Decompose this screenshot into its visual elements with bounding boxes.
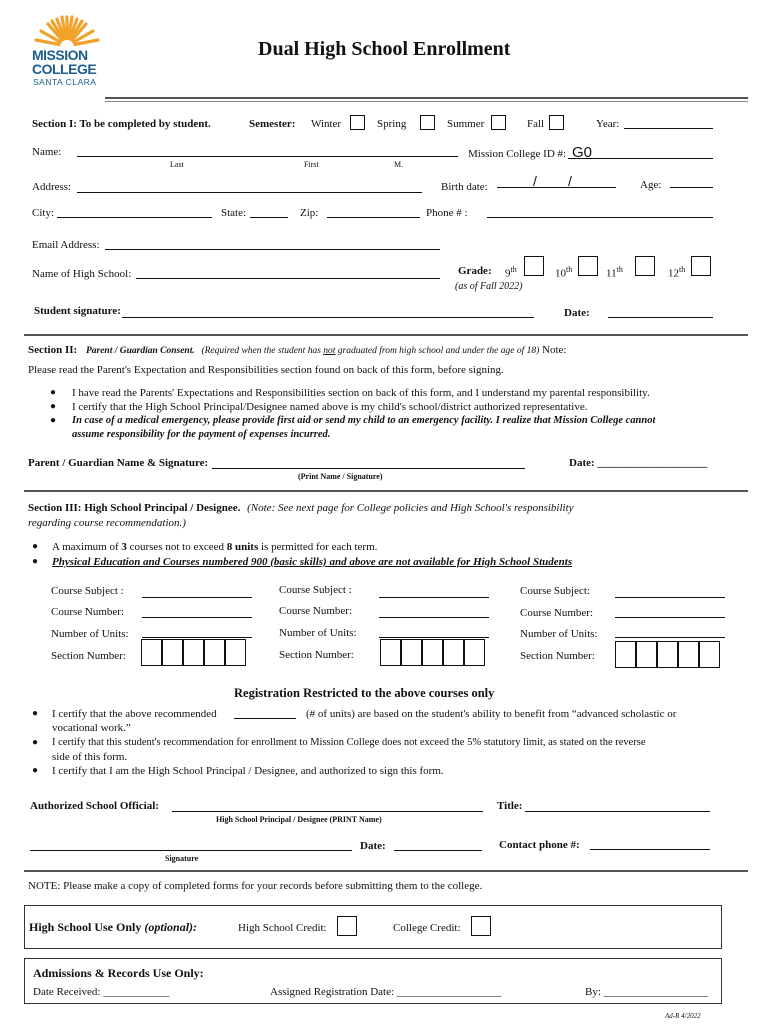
grade-9-label: 9th	[505, 265, 517, 280]
college-id-value[interactable]: G0	[572, 144, 593, 161]
section-digit-box[interactable]	[225, 639, 246, 666]
grade-9-checkbox[interactable]	[524, 256, 544, 276]
sunburst-logo-icon	[32, 14, 102, 48]
section1-rule	[24, 334, 748, 336]
college-id-label: Mission College ID #:	[468, 148, 567, 160]
grade-10-checkbox[interactable]	[578, 256, 598, 276]
grade-12-label: 12th	[668, 265, 686, 280]
name-sub-mi: M.	[394, 160, 404, 169]
cert-2-line1: I certify that this student's recommendation for enrollment to Mission College does not exceed the 5% statutory limit, as stated on the reverse	[52, 737, 646, 748]
state-field[interactable]	[250, 217, 288, 218]
year-label: Year:	[596, 118, 620, 130]
course-number-field[interactable]	[379, 617, 489, 618]
section3-heading: Section III: High School Principal / Designee.	[28, 502, 241, 514]
title-field[interactable]	[525, 811, 710, 812]
high-school-label: Name of High School:	[32, 268, 132, 280]
course-number-label: Course Number:	[51, 606, 125, 618]
section-digit-box[interactable]	[183, 639, 204, 666]
cert-1-start: I certify that the above recommended	[52, 708, 217, 720]
assigned-registration-date: Assigned Registration Date: ___________________	[270, 986, 502, 998]
header-rule	[105, 97, 748, 99]
official-name-sub: High School Principal / Designee (PRINT Name)	[216, 815, 382, 824]
semester-label: Semester:	[249, 118, 296, 130]
form-revision: Ad-R 4/2022	[665, 1012, 701, 1020]
official-name-field[interactable]	[172, 811, 483, 812]
name-sub-first: First	[304, 160, 319, 169]
section-digit-box[interactable]	[443, 639, 464, 666]
grade-12-checkbox[interactable]	[691, 256, 711, 276]
consent-bullet-2: I certify that the High School Principal/Designee named above is my child's school/district authorized representative.	[72, 401, 588, 413]
college-credit-checkbox[interactable]	[471, 916, 491, 936]
page-title: Dual High School Enrollment	[258, 38, 511, 60]
semester-summer-checkbox[interactable]	[491, 115, 506, 130]
grade-label: Grade:	[458, 265, 492, 277]
section2-instructions: Please read the Parent's Expectation and Responsibilities section found on back of this form, before signing.	[28, 364, 504, 376]
high-school-field[interactable]	[136, 278, 440, 279]
phone-label: Phone # :	[426, 207, 468, 219]
city-field[interactable]	[57, 217, 212, 218]
section-digit-box[interactable]	[204, 639, 225, 666]
course-subject-field[interactable]	[142, 597, 252, 598]
high-school-use-panel	[24, 905, 722, 949]
section-digit-box[interactable]	[162, 639, 183, 666]
parent-print-note: (Print Name / Signature)	[298, 472, 383, 481]
section-digit-box[interactable]	[657, 641, 678, 668]
course-units-label: Number of Units:	[279, 627, 357, 639]
email-field[interactable]	[105, 249, 440, 250]
hs-credit-label: High School Credit:	[238, 922, 327, 934]
bullet-icon: ●	[32, 708, 39, 719]
zip-field[interactable]	[327, 217, 420, 218]
section-number-label: Section Number:	[51, 650, 126, 662]
semester-summer-label: Summer	[447, 118, 485, 130]
course-subject-field[interactable]	[379, 597, 489, 598]
section2-rule	[24, 490, 748, 492]
section-digit-box[interactable]	[380, 639, 401, 666]
section-digit-box[interactable]	[141, 639, 162, 666]
title-label: Title:	[497, 800, 523, 812]
course-subject-label: Course Subject :	[51, 585, 124, 597]
parent-signature-label: Parent / Guardian Name & Signature:	[28, 457, 209, 469]
contact-phone-label: Contact phone #:	[499, 839, 580, 851]
course-units-label: Number of Units:	[51, 628, 129, 640]
course-number-label: Course Number:	[520, 607, 594, 619]
official-date-field[interactable]	[394, 850, 482, 851]
section3-bullet-2: Physical Education and Courses numbered 900 (basic skills) and above are not available for High School Students	[52, 556, 573, 568]
grade-as-of-note: (as of Fall 2022)	[455, 281, 523, 292]
birth-date-field[interactable]	[497, 187, 616, 188]
address-label: Address:	[32, 181, 72, 193]
semester-winter-label: Winter	[311, 118, 342, 130]
consent-bullet-1: I have read the Parents' Expectations and Responsibilities section on back of this form, and I understand my parental responsibility.	[72, 387, 650, 399]
college-credit-label: College Credit:	[393, 922, 461, 934]
section-digit-box[interactable]	[699, 641, 720, 668]
consent-bullet-3-line2: assume responsibility for the payment of expenses incurred.	[72, 429, 331, 440]
section3-note-line1: (Note: See next page for College policies and High School's responsibility	[247, 502, 574, 514]
bullet-icon: ●	[32, 556, 39, 567]
section2-title: Parent / Guardian Consent.	[85, 346, 195, 356]
recommended-units-field[interactable]	[234, 718, 296, 719]
semester-fall-checkbox[interactable]	[549, 115, 564, 130]
restricted-heading: Registration Restricted to the above courses only	[234, 686, 495, 700]
section3-note-line2: regarding course recommendation.)	[28, 517, 186, 529]
student-signature-label: Student signature:	[34, 305, 121, 317]
course-number-label: Course Number:	[279, 605, 353, 617]
logo-line-2: COLLEGE	[32, 61, 97, 77]
age-label: Age:	[640, 179, 662, 191]
header-rule-thin	[105, 101, 748, 102]
semester-spring-checkbox[interactable]	[420, 115, 435, 130]
section-digit-box[interactable]	[401, 639, 422, 666]
section-digit-box[interactable]	[678, 641, 699, 668]
official-date-label: Date:	[360, 840, 386, 852]
name-label: Name:	[32, 146, 62, 158]
section-digit-box[interactable]	[615, 641, 636, 668]
birth-date-value[interactable]: / /	[533, 173, 572, 189]
cert-1-line2: vocational work.”	[52, 722, 131, 734]
section-digit-box[interactable]	[636, 641, 657, 668]
grade-11-checkbox[interactable]	[635, 256, 655, 276]
year-field[interactable]	[624, 128, 713, 129]
course-subject-label: Course Subject:	[520, 585, 590, 597]
course-number-field[interactable]	[615, 617, 725, 618]
student-date-label: Date:	[564, 307, 590, 319]
address-field[interactable]	[77, 192, 422, 193]
name-sub-last: Last	[170, 160, 184, 169]
bullet-icon: ●	[32, 541, 39, 552]
student-date-field[interactable]	[608, 317, 713, 318]
bullet-icon: ●	[32, 737, 39, 748]
city-label: City:	[32, 207, 55, 219]
bullet-icon: ●	[50, 401, 57, 412]
high-school-use-heading: High School Use Only (optional):	[29, 920, 198, 934]
admissions-panel	[24, 958, 722, 1004]
semester-fall-label: Fall	[527, 118, 545, 130]
logo-line-1: MISSION	[32, 47, 88, 63]
section-digit-box[interactable]	[422, 639, 443, 666]
grade-10-label: 10th	[555, 265, 573, 280]
section3-bullet-1: A maximum of 3 courses not to exceed 8 units is permitted for each term.	[52, 541, 378, 553]
official-signature-field[interactable]	[30, 850, 352, 851]
section3-heading-line	[28, 502, 574, 514]
student-signature-field[interactable]	[122, 317, 534, 318]
cert-3: I certify that I am the High School Principal / Designee, and authorized to sign this form.	[52, 765, 444, 777]
section3-rule	[24, 870, 748, 872]
course-units-field[interactable]	[615, 637, 725, 638]
section-digit-box[interactable]	[464, 639, 485, 666]
state-label: State:	[221, 207, 247, 219]
bullet-icon: ●	[32, 765, 39, 776]
semester-spring-label: Spring	[377, 118, 407, 130]
section2-note-end: Note:	[542, 344, 567, 356]
admissions-heading: Admissions & Records Use Only:	[33, 966, 204, 980]
bullet-icon: ●	[50, 415, 57, 426]
section-number-label: Section Number:	[520, 650, 595, 662]
semester-winter-checkbox[interactable]	[350, 115, 365, 130]
course-units-field[interactable]	[142, 637, 252, 638]
college-logo	[30, 14, 102, 92]
section1-heading: Section I: To be completed by student.	[32, 118, 211, 130]
official-label: Authorized School Official:	[30, 800, 159, 812]
section2-note: (Required when the student has not graduated from high school and under the age of 18)	[201, 346, 540, 356]
date-received: Date Received: ____________	[33, 986, 170, 998]
section-number-label: Section Number:	[279, 649, 354, 661]
cert-2-line2: side of this form.	[52, 751, 128, 763]
course-units-label: Number of Units:	[520, 628, 598, 640]
copy-note: NOTE: Please make a copy of completed forms for your records before submitting them to the college.	[28, 880, 483, 892]
section2-heading: Section II:	[28, 344, 78, 356]
course-number-field[interactable]	[142, 617, 252, 618]
bullet-icon: ●	[50, 387, 57, 398]
age-field[interactable]	[670, 187, 713, 188]
name-field[interactable]	[77, 156, 458, 157]
phone-field[interactable]	[487, 217, 713, 218]
cert-1-end: (# of units) are based on the student's ability to benefit from “advanced scholastic or	[306, 708, 677, 720]
logo-line-3: SANTA CLARA	[33, 77, 97, 87]
consent-bullet-3-line1: In case of a medical emergency, please provide first aid or send my child to an emergency facility. I realize that Mission College cannot	[72, 415, 656, 426]
contact-phone-field[interactable]	[590, 849, 710, 850]
college-id-field[interactable]	[568, 158, 713, 159]
course-subject-label: Course Subject :	[279, 584, 352, 596]
grade-11-label: 11th	[606, 265, 623, 280]
birth-date-label: Birth date:	[441, 181, 488, 193]
course-units-field[interactable]	[379, 637, 489, 638]
admissions-by: By: ___________________	[585, 986, 709, 998]
hs-credit-checkbox[interactable]	[337, 916, 357, 936]
official-signature-sub: Signature	[165, 854, 199, 863]
parent-signature-field[interactable]	[212, 468, 525, 469]
parent-date-label: Date: ____________________	[569, 457, 708, 469]
zip-label: Zip:	[300, 207, 319, 219]
section2-heading-line	[28, 344, 567, 356]
course-subject-field[interactable]	[615, 597, 725, 598]
email-label: Email Address:	[32, 239, 100, 251]
